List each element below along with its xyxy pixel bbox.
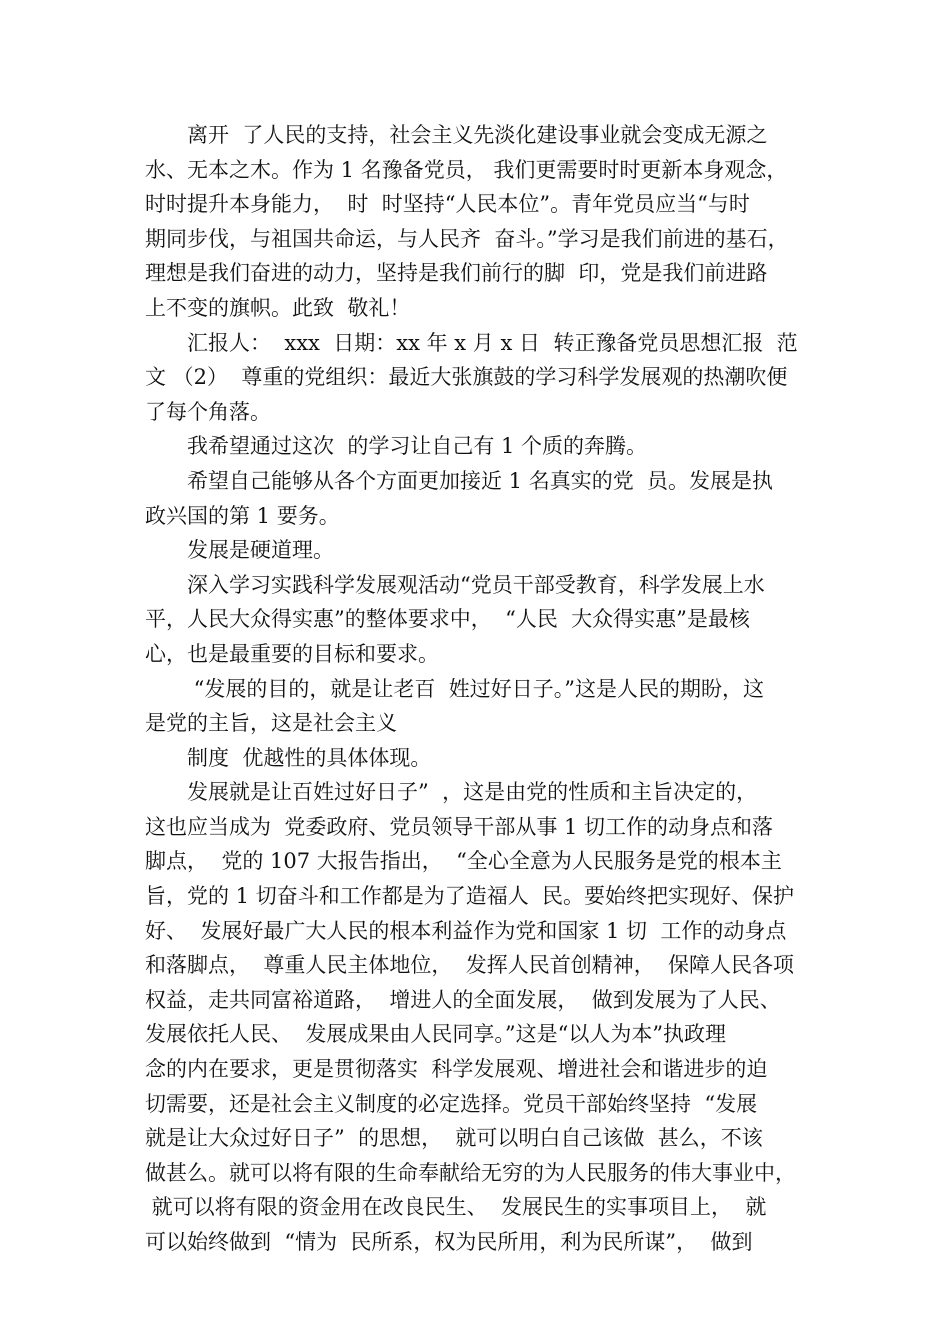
text-line: 权益，走共同富裕道路， 增进人的全面发展， 做到发展为了人民、 [145, 987, 781, 1012]
text-line: 文 （2） 尊重的党组织：最近大张旗鼓的学习科学发展观的热潮吹便 [145, 365, 788, 390]
text-line: 时时提升本身能力， 时 时坚持“人民本位”。青年党员应当“与时 [145, 192, 750, 217]
text-line: 理想是我们奋进的动力，坚持是我们前行的脚 印，党是我们前进路 [145, 261, 768, 286]
text-line: 希望自己能够从各个方面更加接近 1 名真实的党 员。发展是执 [187, 468, 774, 493]
text-line: 发展就是让百姓过好日子” ，这是由党的性质和主旨决定的， [187, 780, 758, 805]
text-line: 发展是硬道理。 [187, 538, 334, 563]
text-line: 念的内在要求，更是贯彻落实 科学发展观、增进社会和谐进步的迫 [145, 1057, 768, 1082]
text-line: 上不变的旗帜。此致 敬礼！ [145, 295, 411, 320]
text-line: 制度 优越性的具体体现。 [187, 745, 432, 770]
text-line: 发展依托人民、 发展成果由人民同享。”这是“以人为本”执政理 [145, 1022, 727, 1047]
text-line: 就是让大众过好日子” 的思想， 就可以明白自己该做 甚么，不该 [145, 1126, 763, 1151]
text-line: 和落脚点， 尊重人民主体地位， 发挥人民首创精神， 保障人民各项 [145, 953, 795, 978]
text-line: 就可以将有限的资金用在改良民生、 发展民生的实事项目上， 就 [145, 1195, 767, 1220]
text-line: 平，人民大众得实惠”的整体要求中， “人民 大众得实惠”是最核 [145, 607, 750, 632]
document-body [145, 118, 825, 1260]
text-line: 旨，党的 1 切奋斗和工作都是为了造福人 民。要始终把实现好、保护 [145, 884, 795, 909]
text-line: 这也应当成为 党委政府、党员领导干部从事 1 切工作的动身点和落 [145, 814, 774, 839]
text-line: 汇报人： xxx 日期：xx 年 x 月 x 日 转正豫备党员思想汇报 范 [187, 330, 798, 355]
text-line: 水、无本之木。作为 1 名豫备党员， 我们更需要时时更新本身观念， [145, 157, 788, 182]
text-line: 心，也是最重要的目标和要求。 [145, 641, 439, 666]
text-line: 切需要，还是社会主义制度的必定选择。党员干部始终坚持 “发展 [145, 1091, 758, 1116]
text-line: 脚点， 党的 107 大报告指出， “全心全意为人民服务是党的根本主 [145, 849, 782, 874]
text-line: 深入学习实践科学发展观活动“党员干部受教育，科学发展上水 [187, 572, 765, 597]
text-line: 是党的主旨，这是社会主义 [145, 711, 397, 736]
text-line: 可以始终做到 “情为 民所系，权为民所用，利为民所谋”， 做到 [145, 1230, 753, 1254]
text-line: 做甚么。就可以将有限的生命奉献给无穷的为人民服务的伟大事业中， [145, 1160, 796, 1185]
text-line: “发展的目的，就是让老百 姓过好日子。”这是人民的期盼，这 [187, 676, 764, 701]
text-line: 我希望通过这次 的学习让自己有 1 个质的奔腾。 [187, 434, 648, 459]
text-line: 政兴国的第 1 要务。 [145, 503, 340, 528]
text-line: 期同步伐，与祖国共命运，与人民齐 奋斗。”学习是我们前进的基石， [145, 226, 789, 251]
text-line: 好、 发展好最广大人民的根本利益作为党和国家 1 切 工作的动身点 [145, 918, 787, 943]
text-line: 了每个角落。 [145, 399, 271, 424]
text-line: 离开 了人民的支持，社会主义先淡化建设事业就会变成无源之 [187, 123, 768, 147]
